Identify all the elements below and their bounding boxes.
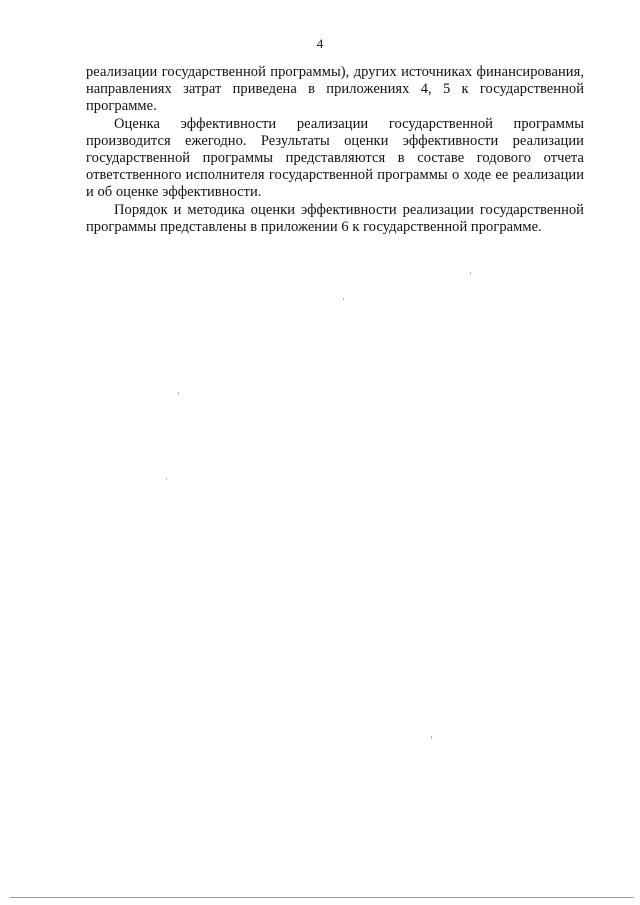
scan-bottom-edge <box>10 897 634 898</box>
scan-speck <box>178 392 179 395</box>
scan-speck <box>431 736 432 739</box>
paragraph-evaluation: Оценка эффективности реализации государственной программы производится ежегодно. Результаты оценки эффективности реализации государственной программы представляются в составе годового отчета ответственного исполнителя государственной программы о ходе ее реализации и об оценке эффективности. <box>86 115 584 201</box>
page-number: 4 <box>316 36 324 51</box>
paragraph-methodology: Порядок и методика оценки эффективности реализации государственной программы представлены в приложении 6 к государственной программе. <box>86 201 584 235</box>
scan-speck <box>166 478 167 480</box>
scan-speck <box>343 298 344 300</box>
scan-speck <box>470 272 471 275</box>
document-body <box>86 64 584 236</box>
paragraph-financing: реализации государственной программы), других источниках финансирования, направлениях затрат приведена в приложениях 4, 5 к государственной программе. <box>86 64 584 115</box>
